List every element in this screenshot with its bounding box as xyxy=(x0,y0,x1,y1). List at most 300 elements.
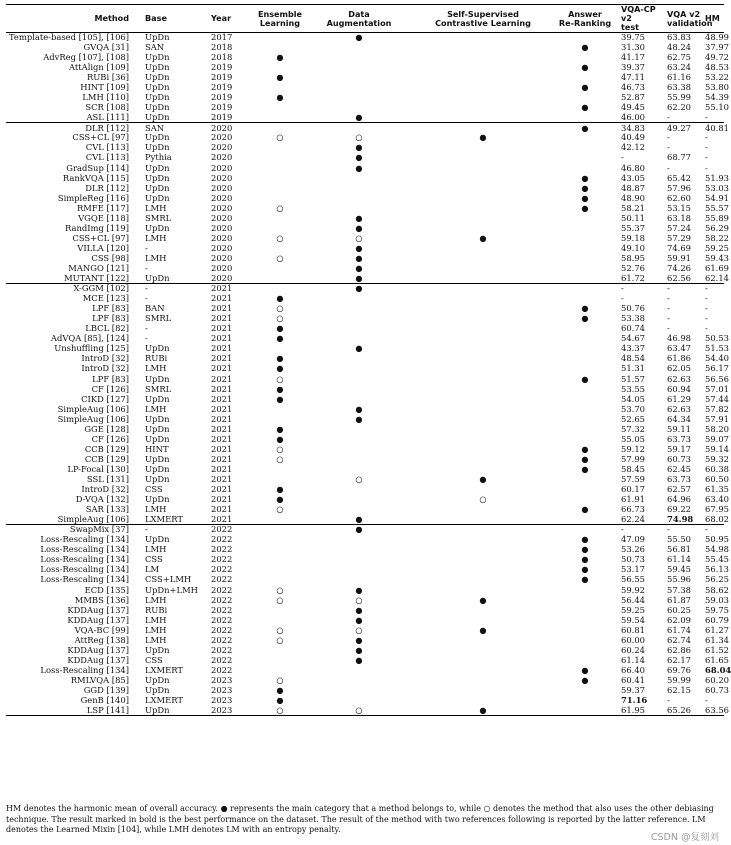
methods-table xyxy=(6,4,731,716)
cell-method: Loss-Rescaling [134] xyxy=(40,544,129,555)
cell-method: RUBi [36] xyxy=(86,72,129,83)
cell-vqacp-test: 49.45 xyxy=(621,102,645,113)
cell-base: - xyxy=(145,323,148,334)
cell-augmentation xyxy=(309,93,409,103)
cell-vqacp-test: 48.54 xyxy=(621,353,645,364)
cell-vqacp-test: 60.00 xyxy=(621,634,645,645)
cell-ensemble: ● xyxy=(276,353,284,364)
cell-augmentation xyxy=(309,565,409,575)
cell-vqacp-test: 60.17 xyxy=(621,484,645,495)
cell-ensemble xyxy=(251,645,309,655)
cell-contrastive xyxy=(409,374,557,384)
cell-augmentation xyxy=(309,676,409,686)
table-row xyxy=(6,655,724,665)
cell-augmentation xyxy=(309,173,409,183)
cell-contrastive xyxy=(409,454,557,464)
cell-hm: 60.73 xyxy=(705,684,729,695)
cell-base: UpDn xyxy=(145,192,170,203)
cell-year: 2019 xyxy=(211,72,233,83)
cell-base: UpDn xyxy=(145,52,170,63)
cell-method: SCR [108] xyxy=(85,102,129,113)
cell-year: 2020 xyxy=(211,162,233,173)
cell-year: 2020 xyxy=(211,272,233,283)
cell-reranking xyxy=(557,213,613,223)
cell-year: 2021 xyxy=(211,373,233,384)
cell-method: SAR [133] xyxy=(85,504,129,515)
cell-hm: 56.25 xyxy=(705,574,729,585)
cell-base: UpDn xyxy=(145,82,170,93)
cell-vqacp-test: - xyxy=(613,525,659,535)
cell-reranking xyxy=(557,706,613,716)
cell-year: 2021 xyxy=(211,303,233,314)
cell-reranking: ● xyxy=(581,443,589,454)
cell-contrastive xyxy=(409,43,557,53)
table-row xyxy=(6,364,724,374)
cell-ensemble xyxy=(251,605,309,615)
cell-hm: - xyxy=(705,152,708,163)
cell-year: 2021 xyxy=(211,403,233,414)
cell-reranking: ● xyxy=(581,313,589,324)
cell-vqacp-test: 66.73 xyxy=(621,504,645,515)
cell-vqacp-test: 57.99 xyxy=(621,453,645,464)
cell-hm: 59.14 xyxy=(705,443,729,454)
cell-contrastive xyxy=(409,103,557,113)
cell-reranking xyxy=(557,424,613,434)
col-ensemble-learning: Ensemble Learning xyxy=(251,5,309,33)
cell-vqa-val: 62.86 xyxy=(667,644,691,655)
cell-vqa-val: 63.73 xyxy=(667,433,691,444)
cell-ensemble: ● xyxy=(276,684,284,695)
cell-vqacp-test: 52.65 xyxy=(621,413,645,424)
cell-vqa-val: 74.26 xyxy=(667,263,691,273)
cell-hm: 50.53 xyxy=(705,333,729,344)
cell-base: RUBi xyxy=(145,604,168,615)
cell-method: MANGO [121] xyxy=(68,263,129,273)
cell-hm: 55.45 xyxy=(705,554,729,565)
cell-hm: 50.95 xyxy=(705,534,729,545)
cell-vqa-val: 61.87 xyxy=(667,594,691,605)
cell-method: HINT [109] xyxy=(80,82,129,93)
cell-vqa-val: 65.26 xyxy=(659,706,701,716)
cell-vqa-val: - xyxy=(667,303,670,314)
cell-hm: 61.69 xyxy=(705,263,729,273)
cell-vqa-val: - xyxy=(659,284,701,294)
cell-vqacp-test: 50.73 xyxy=(621,554,645,565)
cell-vqa-val: 61.29 xyxy=(667,393,691,404)
cell-ensemble: ○ xyxy=(276,132,284,143)
cell-method: LP-Focal [130] xyxy=(67,463,129,474)
cell-ensemble: ○ xyxy=(276,232,284,243)
cell-method: RankVQA [115] xyxy=(62,172,129,183)
cell-hm: - xyxy=(705,112,708,123)
table-body xyxy=(6,32,731,716)
cell-ensemble xyxy=(251,575,309,585)
cell-method: LBCL [82] xyxy=(85,323,129,334)
cell-ensemble xyxy=(251,565,309,575)
cell-augmentation xyxy=(309,575,409,585)
cell-vqa-val: - xyxy=(667,112,670,123)
cell-reranking xyxy=(557,696,613,706)
cell-base: LMH xyxy=(145,634,167,645)
cell-hm: 62.14 xyxy=(705,272,729,283)
cell-method: CF [126] xyxy=(91,433,129,444)
cell-reranking: ● xyxy=(581,82,589,93)
table-row xyxy=(6,424,724,434)
cell-method: IntroD [32] xyxy=(81,353,129,364)
cell-vqa-val: 57.38 xyxy=(667,584,691,595)
cell-ensemble xyxy=(251,153,309,163)
cell-reranking: ● xyxy=(581,664,589,675)
cell-augmentation: ● xyxy=(355,32,363,43)
cell-method: VGQE [118] xyxy=(78,212,129,223)
cell-ensemble: ● xyxy=(276,393,284,404)
cell-contrastive xyxy=(409,53,557,63)
table-row xyxy=(6,575,724,585)
cell-year: 2019 xyxy=(211,92,233,103)
cell-hm: 55.57 xyxy=(705,202,729,213)
cell-vqa-val: 59.91 xyxy=(667,252,691,263)
cell-vqacp-test: 48.87 xyxy=(621,182,645,193)
cell-contrastive xyxy=(409,605,557,615)
cell-vqacp-test: 40.49 xyxy=(621,132,645,143)
cell-contrastive xyxy=(409,676,557,686)
cell-vqacp-test: 58.21 xyxy=(621,202,645,213)
cell-vqacp-test: 51.31 xyxy=(621,363,645,374)
cell-contrastive xyxy=(409,525,557,535)
col-contrastive-learning: Self-Supervised Contrastive Learning xyxy=(409,5,557,33)
cell-method: CSS+CL [97] xyxy=(72,132,129,143)
cell-reranking xyxy=(557,163,613,173)
cell-reranking xyxy=(557,615,613,625)
cell-year: 2022 xyxy=(211,584,233,595)
cell-base: UpDn xyxy=(145,222,170,233)
cell-augmentation: ○ xyxy=(355,473,363,484)
cell-vqacp-test: 46.00 xyxy=(621,112,645,123)
cell-augmentation xyxy=(309,294,409,304)
cell-method: ECD [135] xyxy=(84,584,129,595)
cell-vqa-val: 62.63 xyxy=(667,403,691,414)
cell-vqa-val: 59.45 xyxy=(667,564,691,575)
cell-reranking xyxy=(557,143,613,153)
cell-year: 2020 xyxy=(211,232,233,243)
cell-reranking xyxy=(557,635,613,645)
cell-method: SimpleReg [116] xyxy=(57,192,129,203)
cell-hm: 55.89 xyxy=(705,212,729,223)
cell-vqa-val: 68.77 xyxy=(667,152,691,163)
cell-ensemble: ○ xyxy=(276,504,284,515)
cell-method: Loss-Rescaling [134] xyxy=(40,554,129,565)
cell-augmentation xyxy=(309,434,409,444)
cell-ensemble: ● xyxy=(276,494,284,505)
cell-contrastive xyxy=(409,364,557,374)
cell-vqa-val: 55.96 xyxy=(667,574,691,585)
cell-ensemble xyxy=(251,465,309,475)
cell-contrastive xyxy=(409,294,557,304)
table-footnote: HM denotes the harmonic mean of overall accuracy. ● represents the main category that a method belongs to, while ○ denotes the method that also uses the other debiasing technique. The result marked in bold is the best performance on the dataset. The result of the method with two references following is reported by the latter reference. LM denotes the Learned Mixin [104], while LMH denotes LM with an entropy penalty. xyxy=(6,804,714,834)
cell-ensemble xyxy=(251,414,309,424)
cell-contrastive xyxy=(409,63,557,73)
cell-vqa-val: - xyxy=(667,293,670,304)
cell-contrastive xyxy=(409,414,557,424)
cell-base: CSS xyxy=(145,654,163,665)
cell-method: KDDAug [137] xyxy=(67,614,129,625)
cell-year: 2021 xyxy=(211,343,233,354)
cell-method: AttReg [138] xyxy=(74,634,129,645)
cell-augmentation: ● xyxy=(355,222,363,233)
cell-base: UpDn xyxy=(145,102,170,113)
cell-base: UpDn xyxy=(145,112,170,123)
cell-augmentation: ● xyxy=(355,162,363,173)
cell-hm: 40.81 xyxy=(701,123,724,133)
cell-hm: 54.91 xyxy=(705,192,729,203)
cell-method: IntroD [32] xyxy=(81,484,129,495)
cell-vqa-val: 62.63 xyxy=(667,373,691,384)
cell-vqacp-test: 59.18 xyxy=(621,232,645,243)
cell-base: UpDn xyxy=(145,32,170,43)
cell-contrastive xyxy=(409,434,557,444)
cell-reranking xyxy=(557,334,613,344)
cell-augmentation: ● xyxy=(355,654,363,665)
cell-method: AdvReg [107], [108] xyxy=(43,52,129,63)
cell-vqa-val: 62.57 xyxy=(667,484,691,495)
cell-vqacp-test: 71.16 xyxy=(621,695,648,706)
cell-base: UpDn xyxy=(145,423,170,434)
cell-augmentation xyxy=(309,374,409,384)
cell-base: LMH xyxy=(145,614,167,625)
cell-vqacp-test: 59.92 xyxy=(621,584,645,595)
cell-hm: 61.27 xyxy=(705,624,729,635)
cell-year: 2021 xyxy=(211,383,233,394)
cell-vqa-val: - xyxy=(667,142,670,153)
cell-method: SimpleAug [106] xyxy=(57,413,129,424)
cell-base: UpDn xyxy=(145,343,170,354)
cell-hm: 53.03 xyxy=(705,182,729,193)
cell-vqacp-test: 53.38 xyxy=(621,313,645,324)
cell-ensemble xyxy=(251,274,309,284)
cell-reranking: ● xyxy=(581,192,589,203)
cell-vqacp-test: 50.11 xyxy=(621,212,645,223)
cell-year: 2021 xyxy=(211,313,233,324)
cell-reranking xyxy=(557,475,613,485)
cell-vqa-val: 46.98 xyxy=(667,333,691,344)
cell-hm: 51.53 xyxy=(705,343,729,354)
cell-year: 2023 xyxy=(211,706,251,716)
cell-augmentation xyxy=(309,73,409,83)
cell-method: LSP [141] xyxy=(6,706,135,716)
cell-base: UpDn xyxy=(145,393,170,404)
cell-vqacp-test: 48.90 xyxy=(621,192,645,203)
cell-vqacp-test: 39.37 xyxy=(621,62,645,73)
cell-reranking xyxy=(557,595,613,605)
cell-hm: 56.56 xyxy=(705,373,729,384)
cell-augmentation xyxy=(309,354,409,364)
cell-ensemble xyxy=(251,33,309,43)
cell-base: SAN xyxy=(145,41,165,52)
cell-year: 2021 xyxy=(211,293,233,304)
cell-vqacp-test: 50.76 xyxy=(621,303,645,314)
cell-hm: - xyxy=(705,313,708,324)
cell-method: RandImg [119] xyxy=(64,222,129,233)
cell-contrastive xyxy=(409,565,557,575)
cell-hm: 68.02 xyxy=(705,513,729,524)
cell-reranking xyxy=(557,284,613,294)
cell-method: SwapMix [37] xyxy=(6,525,135,535)
cell-base: UpDn xyxy=(145,534,170,545)
cell-vqa-val: 63.24 xyxy=(667,62,691,73)
cell-contrastive xyxy=(409,284,557,294)
cell-augmentation: ● xyxy=(355,343,363,354)
cell-hm: - xyxy=(705,695,708,706)
cell-base: UpDn+LMH xyxy=(145,584,198,595)
cell-contrastive xyxy=(409,213,557,223)
cell-contrastive xyxy=(409,243,557,253)
cell-augmentation: ● xyxy=(355,112,363,123)
cell-method: CSS [98] xyxy=(91,252,129,263)
cell-vqacp-test: 61.14 xyxy=(621,654,645,665)
cell-year: 2022 xyxy=(211,604,233,615)
cell-reranking: ● xyxy=(581,172,589,183)
cell-reranking: ● xyxy=(581,544,589,555)
cell-augmentation: ● xyxy=(309,525,409,535)
table-row xyxy=(6,163,724,173)
cell-year: 2021 xyxy=(211,323,233,334)
cell-hm: 68.04 xyxy=(705,664,731,675)
cell-vqa-val: 63.47 xyxy=(667,343,691,354)
cell-ensemble: ○ xyxy=(276,634,284,645)
cell-hm: - xyxy=(705,132,708,143)
cell-year: 2020 xyxy=(211,132,233,143)
cell-hm: 56.29 xyxy=(705,222,729,233)
cell-base: - xyxy=(145,263,148,273)
cell-base: SMRL xyxy=(145,212,172,223)
cell-vqa-val: 63.18 xyxy=(667,212,691,223)
cell-ensemble: ● xyxy=(276,333,284,344)
cell-augmentation xyxy=(309,665,409,675)
table-row xyxy=(6,394,724,404)
cell-augmentation: ● xyxy=(355,152,363,163)
cell-vqacp-test: 61.95 xyxy=(613,706,659,716)
cell-contrastive xyxy=(409,354,557,364)
cell-ensemble xyxy=(251,615,309,625)
cell-method: Loss-Rescaling [134] xyxy=(40,574,129,585)
cell-ensemble: ● xyxy=(276,383,284,394)
cell-method: VILLA [120] xyxy=(77,242,129,253)
cell-method: CCB [129] xyxy=(84,453,129,464)
cell-vqa-val: 64.34 xyxy=(667,413,691,424)
cell-method: IntroD [32] xyxy=(81,363,129,374)
cell-year: 2021 xyxy=(211,453,233,464)
cell-hm: 48.53 xyxy=(705,62,729,73)
cell-augmentation xyxy=(309,495,409,505)
cell-base: LMH xyxy=(145,594,167,605)
cell-year: 2021 xyxy=(211,284,251,294)
table-row xyxy=(6,414,724,424)
cell-ensemble: ○ xyxy=(276,202,284,213)
cell-ensemble: ● xyxy=(276,423,284,434)
cell-vqa-val: 60.73 xyxy=(667,453,691,464)
cell-year: 2021 xyxy=(211,463,233,474)
cell-year: 2022 xyxy=(211,664,233,675)
cell-vqa-val: 62.20 xyxy=(667,102,691,113)
cell-hm: 57.82 xyxy=(705,403,729,414)
cell-contrastive xyxy=(409,264,557,274)
table-row xyxy=(6,384,724,394)
cell-hm: 60.79 xyxy=(705,614,729,625)
cell-vqacp-test: - xyxy=(621,152,624,163)
table-row xyxy=(6,193,724,203)
cell-augmentation xyxy=(309,424,409,434)
cell-base: UpDn xyxy=(145,413,170,424)
table-row xyxy=(6,706,724,716)
cell-hm: 53.80 xyxy=(705,82,729,93)
cell-reranking: ● xyxy=(557,123,613,133)
cell-ensemble xyxy=(251,525,309,535)
cell-vqacp-test: 61.91 xyxy=(621,494,645,505)
cell-hm: 60.20 xyxy=(705,674,729,685)
cell-year: 2020 xyxy=(211,202,233,213)
cell-hm: 63.40 xyxy=(705,494,729,505)
cell-hm: 56.13 xyxy=(705,564,729,575)
cell-base: UpDn xyxy=(145,463,170,474)
cell-method: GVQA [31] xyxy=(83,41,129,52)
cell-year: 2022 xyxy=(211,594,233,605)
cell-vqa-val: 69.22 xyxy=(667,504,691,515)
cell-vqa-val: 62.05 xyxy=(667,363,691,374)
cell-augmentation: ● xyxy=(355,604,363,615)
cell-year: 2021 xyxy=(211,423,233,434)
table-row xyxy=(6,113,724,123)
cell-contrastive xyxy=(409,394,557,404)
cell-year: 2021 xyxy=(211,443,233,454)
cell-base: UpDn xyxy=(145,453,170,464)
cell-vqacp-test: 57.59 xyxy=(621,473,645,484)
table-row xyxy=(6,595,724,605)
cell-hm: 56.17 xyxy=(705,363,729,374)
cell-augmentation: ○ xyxy=(309,706,409,716)
cell-vqacp-test: 59.54 xyxy=(621,614,645,625)
cell-vqa-val: 65.42 xyxy=(667,172,691,183)
cell-ensemble: ○ xyxy=(276,373,284,384)
cell-year: 2019 xyxy=(211,62,233,73)
cell-augmentation xyxy=(309,444,409,454)
cell-vqacp-test: 56.55 xyxy=(621,574,645,585)
cell-year: 2020 xyxy=(211,222,233,233)
cell-vqacp-test: 60.41 xyxy=(621,674,645,685)
cell-contrastive xyxy=(409,334,557,344)
cell-reranking xyxy=(557,223,613,233)
cell-base: - xyxy=(145,333,148,344)
table-row xyxy=(6,515,724,525)
cell-year: 2019 xyxy=(211,112,233,123)
cell-method: AdVQA [85], [124] xyxy=(50,333,129,344)
cell-method: CSS+CL [97] xyxy=(72,232,129,243)
cell-hm: 54.40 xyxy=(705,353,729,364)
cell-vqacp-test: 34.83 xyxy=(613,123,659,133)
cell-reranking xyxy=(557,394,613,404)
cell-ensemble: ● xyxy=(276,72,284,83)
cell-year: 2022 xyxy=(211,534,233,545)
cell-contrastive xyxy=(409,444,557,454)
cell-hm: 58.62 xyxy=(705,584,729,595)
col-vqacp-test: VQA-CP v2 test xyxy=(613,5,659,33)
cell-year: 2020 xyxy=(211,263,233,273)
cell-method: VQA-BC [99] xyxy=(74,624,129,635)
cell-reranking xyxy=(557,243,613,253)
cell-vqacp-test: 60.81 xyxy=(621,624,645,635)
cell-ensemble xyxy=(251,515,309,525)
cell-hm: 67.95 xyxy=(705,504,729,515)
cell-ensemble: ● xyxy=(276,293,284,304)
